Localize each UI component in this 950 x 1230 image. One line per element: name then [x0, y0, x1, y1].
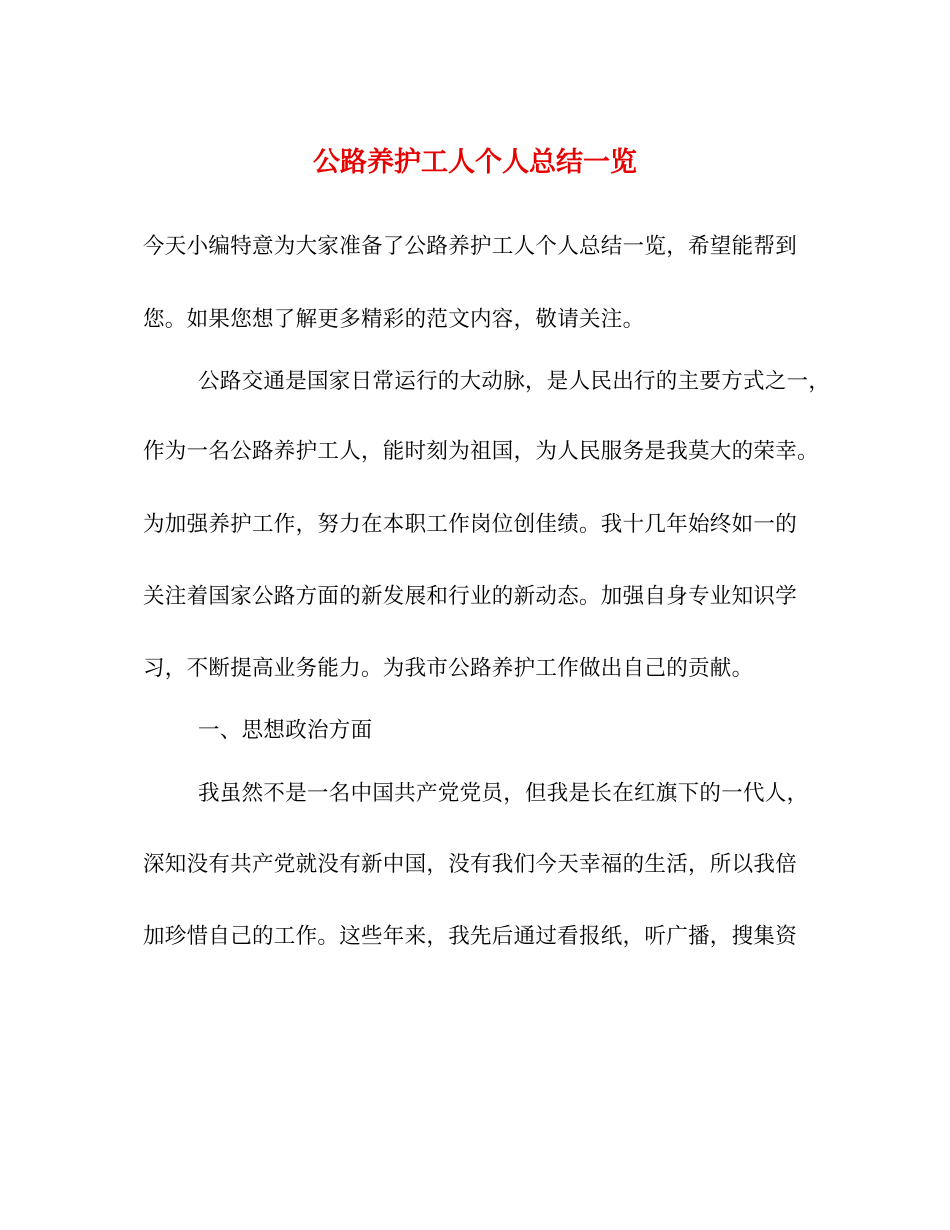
text-line: 作为一名公路养护工人，能时刻为祖国，为人民服务是我莫大的荣幸。: [143, 439, 819, 464]
text-line: 为加强养护工作，努力在本职工作岗位创佳绩。我十几年始终如一的: [143, 512, 798, 537]
text-line: 今天小编特意为大家准备了公路养护工人个人总结一览，希望能帮到: [143, 234, 798, 259]
text-line: 关注着国家公路方面的新发展和行业的新动态。加强自身专业知识学: [143, 584, 798, 609]
text-line: 您。如果您想了解更多精彩的范文内容，敬请关注。: [143, 307, 645, 332]
section-heading: 一、思想政治方面: [198, 718, 373, 743]
text-line: 加珍惜自己的工作。这些年来，我先后通过看报纸，听广播，搜集资: [143, 924, 798, 949]
text-line: 习，不断提高业务能力。为我市公路养护工作做出自己的贡献。: [143, 656, 754, 681]
text-line: 深知没有共产党就没有新中国，没有我们今天幸福的生活，所以我倍: [143, 852, 798, 877]
paragraph-first-line: 公路交通是国家日常运行的大动脉，是人民出行的主要方式之一，: [198, 369, 831, 394]
paragraph-first-line: 我虽然不是一名中国共产党党员，但我是长在红旗下的一代人，: [198, 781, 809, 806]
document-title: 公路养护工人个人总结一览: [313, 147, 637, 178]
